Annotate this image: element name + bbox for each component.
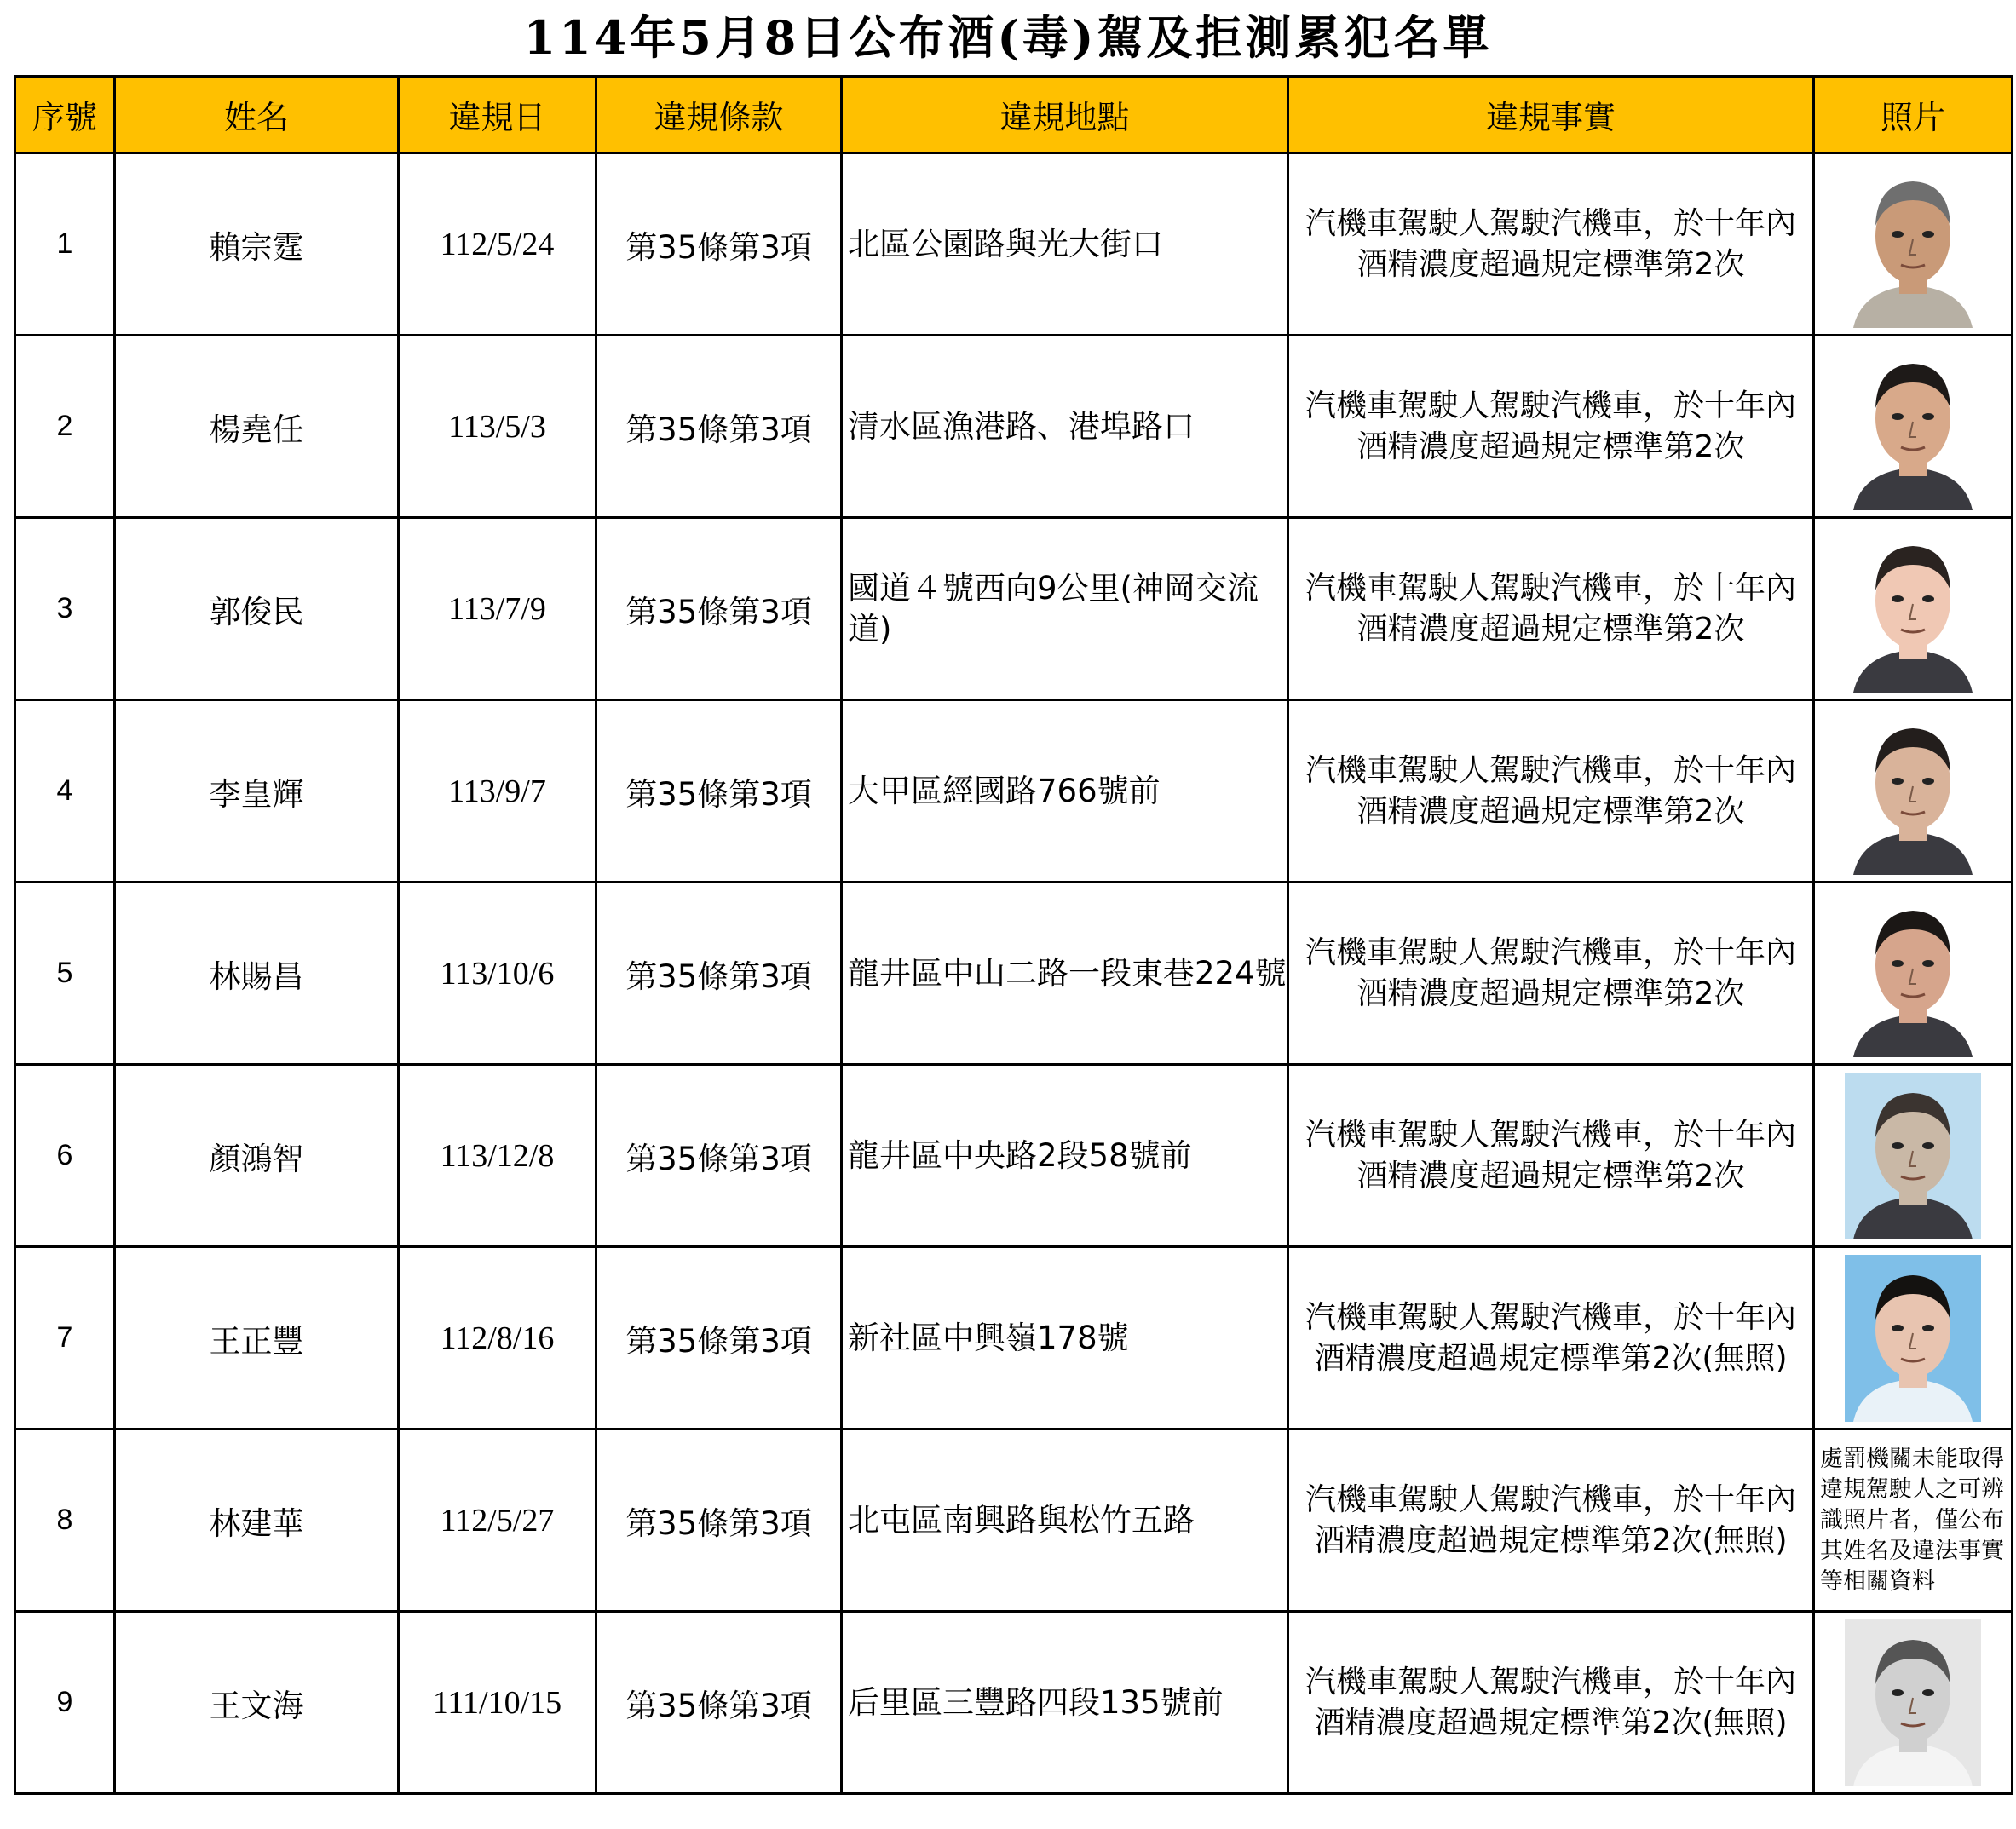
violation-location: 北區公園路與光大街口 bbox=[842, 153, 1288, 336]
row-number: 7 bbox=[15, 1247, 115, 1429]
photo-cell bbox=[1814, 1065, 2013, 1247]
row-number: 6 bbox=[15, 1065, 115, 1247]
header-name: 姓名 bbox=[115, 77, 399, 153]
photo-cell bbox=[1814, 1612, 2013, 1794]
violation-location: 新社區中興嶺178號 bbox=[842, 1247, 1288, 1429]
fact-line-2: 酒精濃度超過規定標準第2次 bbox=[1356, 611, 1745, 647]
offender-name: 顏鴻智 bbox=[115, 1065, 399, 1247]
violation-date: 113/12/8 bbox=[399, 1065, 596, 1247]
fact-line-2: 酒精濃度超過規定標準第2次(無照) bbox=[1314, 1522, 1788, 1558]
fact-line-1: 汽機車駕駛人駕駛汽機車，於十年內 bbox=[1305, 1299, 1796, 1335]
row-number: 4 bbox=[15, 700, 115, 883]
row-number: 2 bbox=[15, 336, 115, 518]
portrait-photo bbox=[1845, 890, 1981, 1057]
header-row bbox=[15, 77, 2013, 153]
violation-clause: 第35條第3項 bbox=[596, 1247, 842, 1429]
violation-location: 國道４號西向9公里(神岡交流道) bbox=[842, 518, 1288, 700]
header-fact: 違規事實 bbox=[1288, 77, 1814, 153]
portrait-photo bbox=[1845, 343, 1981, 510]
offender-name: 楊堯任 bbox=[115, 336, 399, 518]
violation-clause: 第35條第3項 bbox=[596, 700, 842, 883]
portrait-photo bbox=[1845, 526, 1981, 693]
violation-clause: 第35條第3項 bbox=[596, 1429, 842, 1612]
violation-fact bbox=[1288, 1247, 1814, 1429]
fact-line-1: 汽機車駕駛人駕駛汽機車，於十年內 bbox=[1305, 1117, 1796, 1153]
violation-fact bbox=[1288, 1612, 1814, 1794]
portrait-photo bbox=[1845, 1073, 1981, 1239]
violation-clause: 第35條第3項 bbox=[596, 1065, 842, 1247]
violation-clause: 第35條第3項 bbox=[596, 153, 842, 336]
photo-cell bbox=[1814, 518, 2013, 700]
table-row bbox=[15, 883, 2013, 1065]
offender-name: 王文海 bbox=[115, 1612, 399, 1794]
offender-name: 賴宗霆 bbox=[115, 153, 399, 336]
violation-clause: 第35條第3項 bbox=[596, 1612, 842, 1794]
fact-line-1: 汽機車駕駛人駕駛汽機車，於十年內 bbox=[1305, 935, 1796, 970]
table-row bbox=[15, 1247, 2013, 1429]
offender-name: 林建華 bbox=[115, 1429, 399, 1612]
violation-location: 大甲區經國路766號前 bbox=[842, 700, 1288, 883]
portrait-photo bbox=[1845, 1619, 1981, 1786]
row-number: 8 bbox=[15, 1429, 115, 1612]
violation-fact bbox=[1288, 700, 1814, 883]
violation-fact bbox=[1288, 153, 1814, 336]
violation-date: 113/10/6 bbox=[399, 883, 596, 1065]
photo-cell bbox=[1814, 1429, 2013, 1612]
offender-name: 王正豐 bbox=[115, 1247, 399, 1429]
violation-date: 113/9/7 bbox=[399, 700, 596, 883]
violation-clause: 第35條第3項 bbox=[596, 883, 842, 1065]
fact-line-1: 汽機車駕駛人駕駛汽機車，於十年內 bbox=[1305, 205, 1796, 241]
fact-line-1: 汽機車駕駛人駕駛汽機車，於十年內 bbox=[1305, 570, 1796, 606]
table-row bbox=[15, 1065, 2013, 1247]
photo-cell bbox=[1814, 700, 2013, 883]
fact-line-2: 酒精濃度超過規定標準第2次 bbox=[1356, 1158, 1745, 1193]
fact-line-1: 汽機車駕駛人駕駛汽機車，於十年內 bbox=[1305, 1664, 1796, 1700]
violation-date: 113/7/9 bbox=[399, 518, 596, 700]
header-date: 違規日 bbox=[399, 77, 596, 153]
violation-date: 112/5/27 bbox=[399, 1429, 596, 1612]
offender-name: 李皇輝 bbox=[115, 700, 399, 883]
offender-name: 郭俊民 bbox=[115, 518, 399, 700]
table-row bbox=[15, 1429, 2013, 1612]
row-number: 9 bbox=[15, 1612, 115, 1794]
violation-fact bbox=[1288, 883, 1814, 1065]
header-clause: 違規條款 bbox=[596, 77, 842, 153]
photo-cell bbox=[1814, 883, 2013, 1065]
violation-location: 清水區漁港路、港埠路口 bbox=[842, 336, 1288, 518]
violation-clause: 第35條第3項 bbox=[596, 518, 842, 700]
violation-location: 龍井區中央路2段58號前 bbox=[842, 1065, 1288, 1247]
violation-date: 112/8/16 bbox=[399, 1247, 596, 1429]
fact-line-1: 汽機車駕駛人駕駛汽機車，於十年內 bbox=[1305, 1481, 1796, 1517]
header-photo: 照片 bbox=[1814, 77, 2013, 153]
violation-location: 北屯區南興路與松竹五路 bbox=[842, 1429, 1288, 1612]
table-row bbox=[15, 1612, 2013, 1794]
table-row bbox=[15, 336, 2013, 518]
violation-location: 龍井區中山二路一段東巷224號 bbox=[842, 883, 1288, 1065]
portrait-photo bbox=[1845, 708, 1981, 875]
fact-line-2: 酒精濃度超過規定標準第2次 bbox=[1356, 975, 1745, 1011]
header-no: 序號 bbox=[15, 77, 115, 153]
table-row bbox=[15, 518, 2013, 700]
page-title: 114年5月8日公布酒(毒)駕及拒測累犯名單 bbox=[523, 10, 1493, 65]
fact-line-1: 汽機車駕駛人駕駛汽機車，於十年內 bbox=[1305, 752, 1796, 788]
violation-date: 112/5/24 bbox=[399, 153, 596, 336]
violation-date: 111/10/15 bbox=[399, 1612, 596, 1794]
violation-location: 后里區三豐路四段135號前 bbox=[842, 1612, 1288, 1794]
fact-line-2: 酒精濃度超過規定標準第2次 bbox=[1356, 793, 1745, 829]
violation-clause: 第35條第3項 bbox=[596, 336, 842, 518]
fact-line-2: 酒精濃度超過規定標準第2次 bbox=[1356, 246, 1745, 282]
row-number: 3 bbox=[15, 518, 115, 700]
violation-date: 113/5/3 bbox=[399, 336, 596, 518]
offender-name: 林賜昌 bbox=[115, 883, 399, 1065]
violation-fact bbox=[1288, 518, 1814, 700]
violation-fact bbox=[1288, 336, 1814, 518]
violation-fact bbox=[1288, 1429, 1814, 1612]
portrait-photo bbox=[1845, 1255, 1981, 1422]
header-location: 違規地點 bbox=[842, 77, 1288, 153]
fact-line-2: 酒精濃度超過規定標準第2次(無照) bbox=[1314, 1705, 1788, 1740]
photo-cell bbox=[1814, 336, 2013, 518]
photo-cell bbox=[1814, 1247, 2013, 1429]
fact-line-2: 酒精濃度超過規定標準第2次(無照) bbox=[1314, 1340, 1788, 1376]
offender-table bbox=[14, 75, 2013, 1795]
row-number: 1 bbox=[15, 153, 115, 336]
table-row bbox=[15, 153, 2013, 336]
photo-cell bbox=[1814, 153, 2013, 336]
portrait-photo bbox=[1845, 161, 1981, 328]
row-number: 5 bbox=[15, 883, 115, 1065]
fact-line-1: 汽機車駕駛人駕駛汽機車，於十年內 bbox=[1305, 388, 1796, 423]
photo-unavailable-note: 處罰機關未能取得違規駕駛人之可辨識照片者，僅公布 其姓名及違法事實等相關資料 bbox=[1820, 1445, 2004, 1595]
table-row bbox=[15, 700, 2013, 883]
fact-line-2: 酒精濃度超過規定標準第2次 bbox=[1356, 428, 1745, 464]
violation-fact bbox=[1288, 1065, 1814, 1247]
